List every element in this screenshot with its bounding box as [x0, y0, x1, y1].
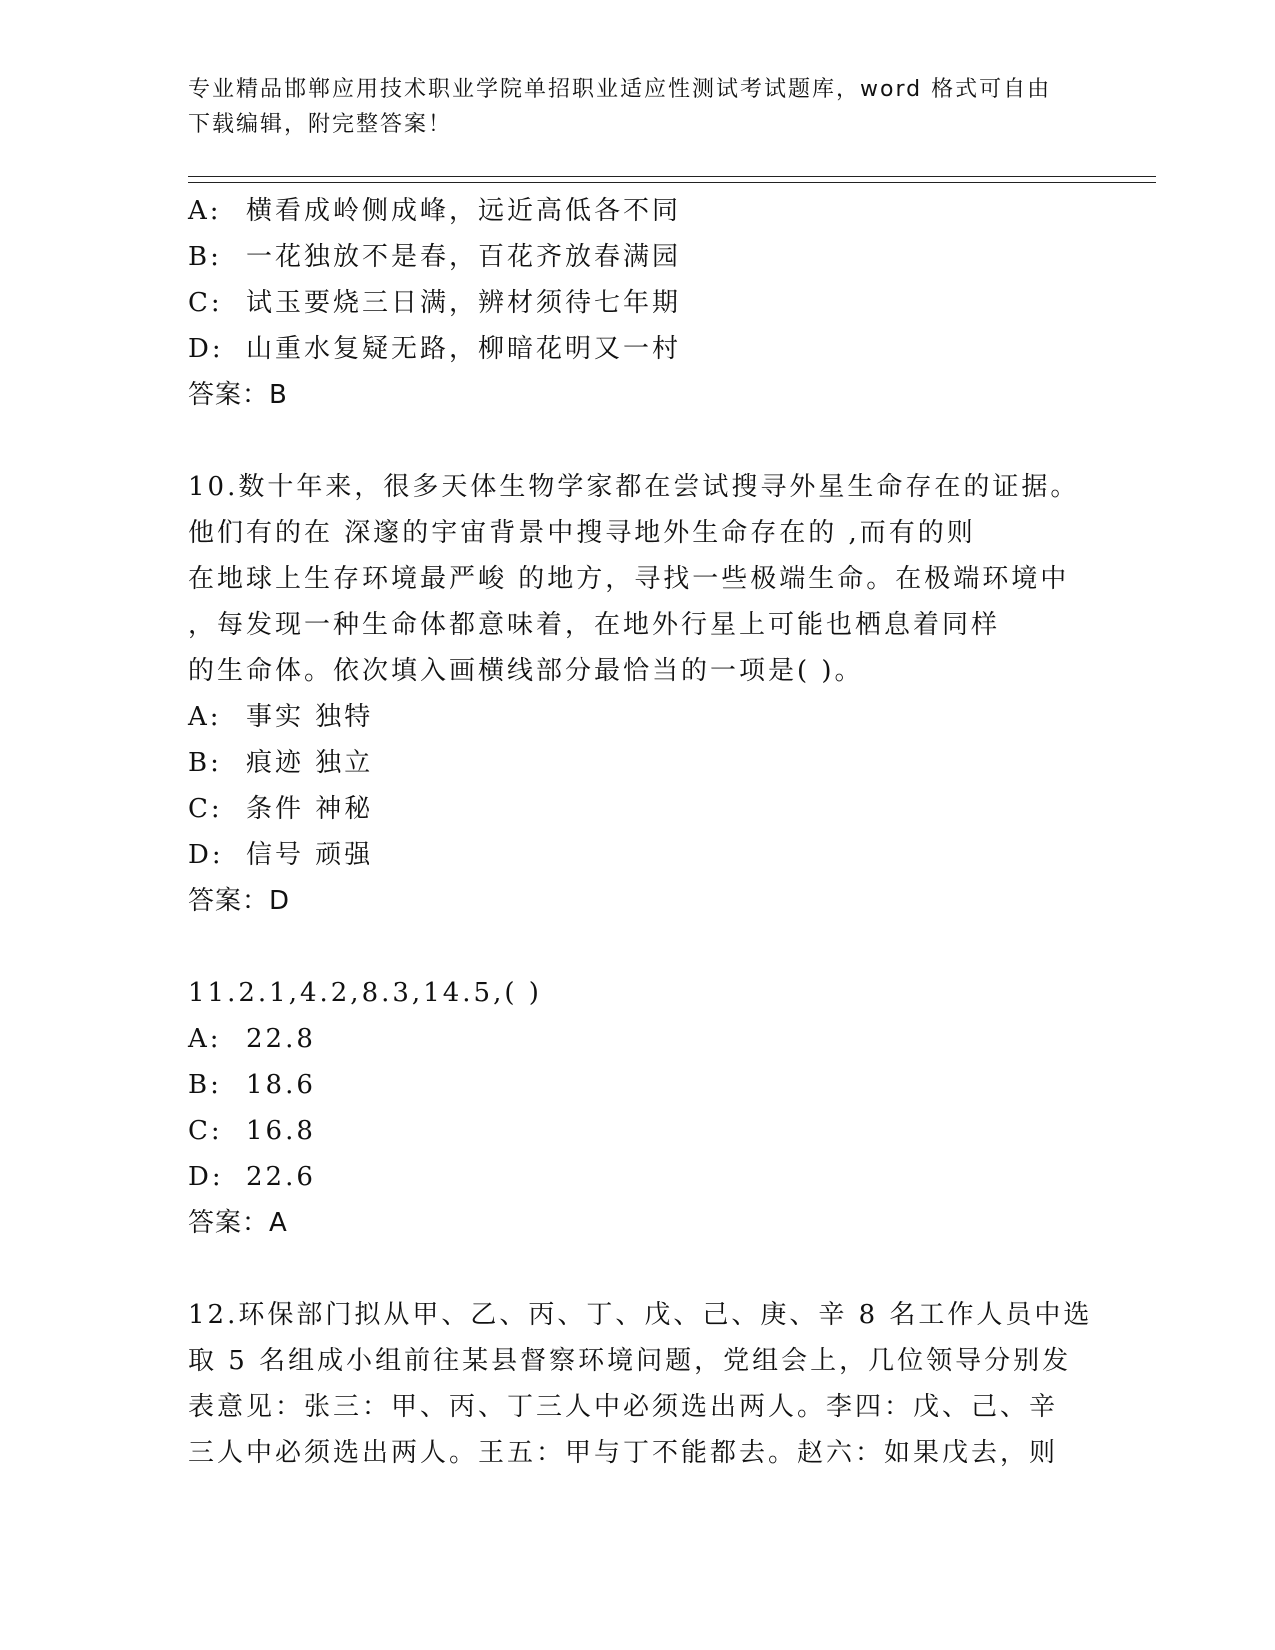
option-text: 信号 顽强 [246, 840, 374, 870]
option-text: 22.6 [246, 1162, 316, 1192]
option-key: B: [188, 748, 222, 778]
question-9 [188, 188, 1088, 418]
option-key: C: [188, 1116, 223, 1146]
spacer [188, 418, 1088, 464]
option-text: 22.8 [246, 1024, 316, 1054]
option-text: 试玉要烧三日满，辨材须待七年期 [246, 288, 682, 318]
option-text: 横看成岭侧成峰，远近高低各不同 [246, 196, 682, 226]
option-d [188, 832, 1088, 878]
option-b [188, 234, 1088, 280]
question-11 [188, 970, 1088, 1246]
header-rule-top [188, 176, 1156, 177]
option-key: D: [188, 840, 224, 870]
question-stem-line: 12.环保部门拟从甲、乙、丙、丁、戊、己、庚、辛 8 名工作人员中选 [188, 1300, 1093, 1330]
option-key: A: [188, 1024, 222, 1054]
page-header [188, 72, 1088, 142]
question-stem-line: 在地球上生存环境最严峻 的地方，寻找一些极端生命。在极端环境中 [188, 564, 1070, 594]
option-key: C: [188, 794, 223, 824]
option-a [188, 1016, 1088, 1062]
option-key: D: [188, 1162, 224, 1192]
answer-line: 答案：A [188, 1208, 288, 1238]
option-key: A: [188, 196, 222, 226]
question-stem-line: 三人中必须选出两人。王五：甲与丁不能都去。赵六：如果戊去，则 [188, 1438, 1059, 1468]
option-text: 山重水复疑无路，柳暗花明又一村 [246, 334, 682, 364]
answer-line: 答案：B [188, 380, 288, 410]
header-line-2: 下载编辑，附完整答案！ [188, 112, 453, 137]
option-text: 一花独放不是春，百花齐放春满园 [246, 242, 682, 272]
question-stem-line: 的生命体。依次填入画横线部分最恰当的一项是( )。 [188, 656, 864, 686]
option-c [188, 1108, 1088, 1154]
option-text: 痕迹 独立 [246, 748, 374, 778]
option-a [188, 188, 1088, 234]
option-text: 条件 神秘 [246, 794, 374, 824]
option-b [188, 740, 1088, 786]
option-key: D: [188, 334, 224, 364]
option-key: B: [188, 1070, 222, 1100]
option-b [188, 1062, 1088, 1108]
question-stem-line: 10.数十年来，很多天体生物学家都在尝试搜寻外星生命存在的证据。 [188, 472, 1080, 502]
option-c [188, 786, 1088, 832]
option-d [188, 1154, 1088, 1200]
option-text: 16.8 [246, 1116, 316, 1146]
question-12 [188, 1292, 1093, 1476]
question-stem-line: 11.2.1,4.2,8.3,14.5,( ) [188, 978, 542, 1008]
option-key: C: [188, 288, 223, 318]
option-text: 18.6 [246, 1070, 316, 1100]
question-content [188, 188, 1093, 1476]
question-stem-line: 取 5 名组成小组前往某县督察环境问题，党组会上，几位领导分别发 [188, 1346, 1072, 1376]
answer-line: 答案：D [188, 886, 291, 916]
question-stem-line: 表意见：张三：甲、丙、丁三人中必须选出两人。李四：戊、己、辛 [188, 1392, 1059, 1422]
option-a [188, 694, 1088, 740]
option-key: B: [188, 242, 222, 272]
spacer [188, 1246, 1088, 1292]
option-text: 事实 独特 [246, 702, 374, 732]
question-stem-line: ，每发现一种生命体都意味着，在地外行星上可能也栖息着同样 [188, 610, 1001, 640]
header-rule-bottom [188, 182, 1156, 183]
option-d [188, 326, 1088, 372]
option-c [188, 280, 1088, 326]
spacer [188, 924, 1088, 970]
question-10 [188, 464, 1088, 924]
option-key: A: [188, 702, 222, 732]
header-line-1: 专业精品邯郸应用技术职业学院单招职业适应性测试考试题库，word 格式可自由 [188, 77, 1052, 102]
question-stem-line: 他们有的在 深邃的宇宙背景中搜寻地外生命存在的 ,而有的则 [188, 518, 976, 548]
